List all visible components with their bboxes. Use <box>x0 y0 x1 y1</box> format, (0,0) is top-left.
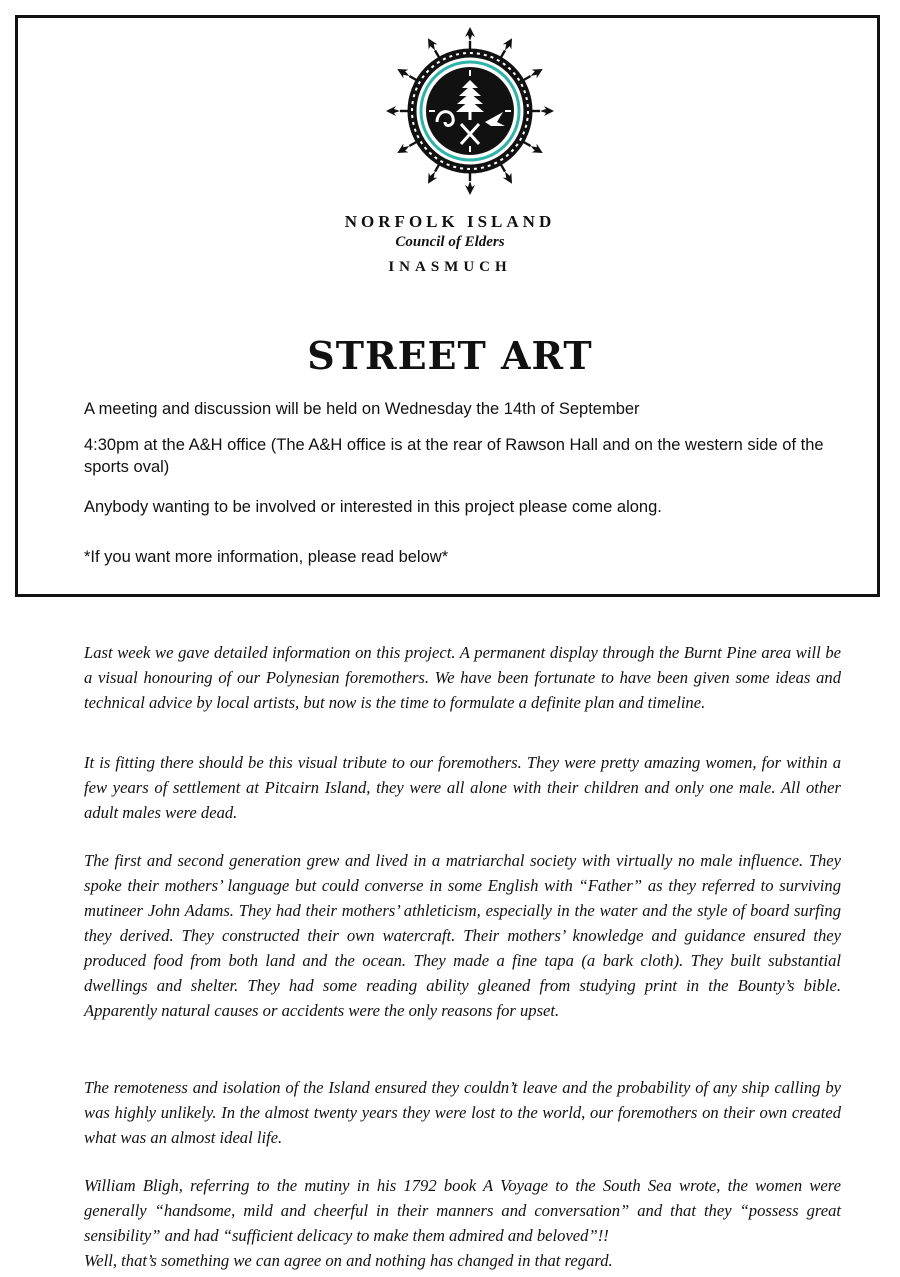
article-paragraph-3: The first and second generation grew and lived in a matriarchal society with virtually no male influence. They spoke their mothers’ language but could converse in some English with “Father” as they referred to surviving mutineer John Adams. They had their mothers’ athleticism, especially in the water and the style of board surfing they derived. They constructed their own watercraft. Their mothers’ knowledge and guidance ensured they produced food from both land and the ocean. They made a fine tapa (a bark cloth). They built substantial dwellings and shelter. They had some reading ability gleaned from studying print in the Bounty’s bible. Apparently natural causes or accidents were the only reasons for upset. <box>84 851 841 1020</box>
meeting-location-text: 4:30pm at the A&H office (The A&H office is at the rear of Rawson Hall and on the western side of the sports oval) <box>84 436 824 476</box>
page-title: STREET ART <box>307 333 593 378</box>
article-paragraph-4: The remoteness and isolation of the Island ensured they couldn’t leave and the probability of any ship calling by was highly unlikely. In the almost twenty years they were lost to the world, our foremothers on their own created what was an almost ideal life. <box>84 1078 841 1147</box>
invitation-text: Anybody wanting to be involved or interested in this project please come along. <box>84 498 662 516</box>
article-closing-line: Well, that’s something we can agree on and nothing has changed in that regard. <box>84 1251 613 1270</box>
norfolk-pine-emblem-icon <box>385 26 555 196</box>
meeting-date-text: A meeting and discussion will be held on Wednesday the 14th of September <box>84 400 640 418</box>
org-name: NORFOLK ISLAND <box>344 212 556 231</box>
article-paragraph-2: It is fitting there should be this visual tribute to our foremothers. They were pretty amazing women, for within a few years of settlement at Pitcairn Island, they were all alone with their children and only one male. All other adult males were dead. <box>84 753 841 822</box>
article-paragraph-5: William Bligh, referring to the mutiny in his 1792 book A Voyage to the South Sea wrote, the women were generally “handsome, mild and cheerful in their manners and conversation” and that they “possess great sensibility” and had “sufficient delicacy to make them admired and beloved”!! <box>84 1176 841 1245</box>
org-motto: INASMUCH <box>388 259 512 275</box>
more-info-text: *If you want more information, please read below* <box>84 548 449 566</box>
org-subtitle: Council of Elders <box>395 234 505 250</box>
article-paragraph-1: Last week we gave detailed information on this project. A permanent display through the Burnt Pine area will be a visual honouring of our Polynesian foremothers. We have been fortunate to have been given some ideas and technical advice by local artists, but now is the time to formulate a definite plan and timeline. <box>84 643 841 712</box>
